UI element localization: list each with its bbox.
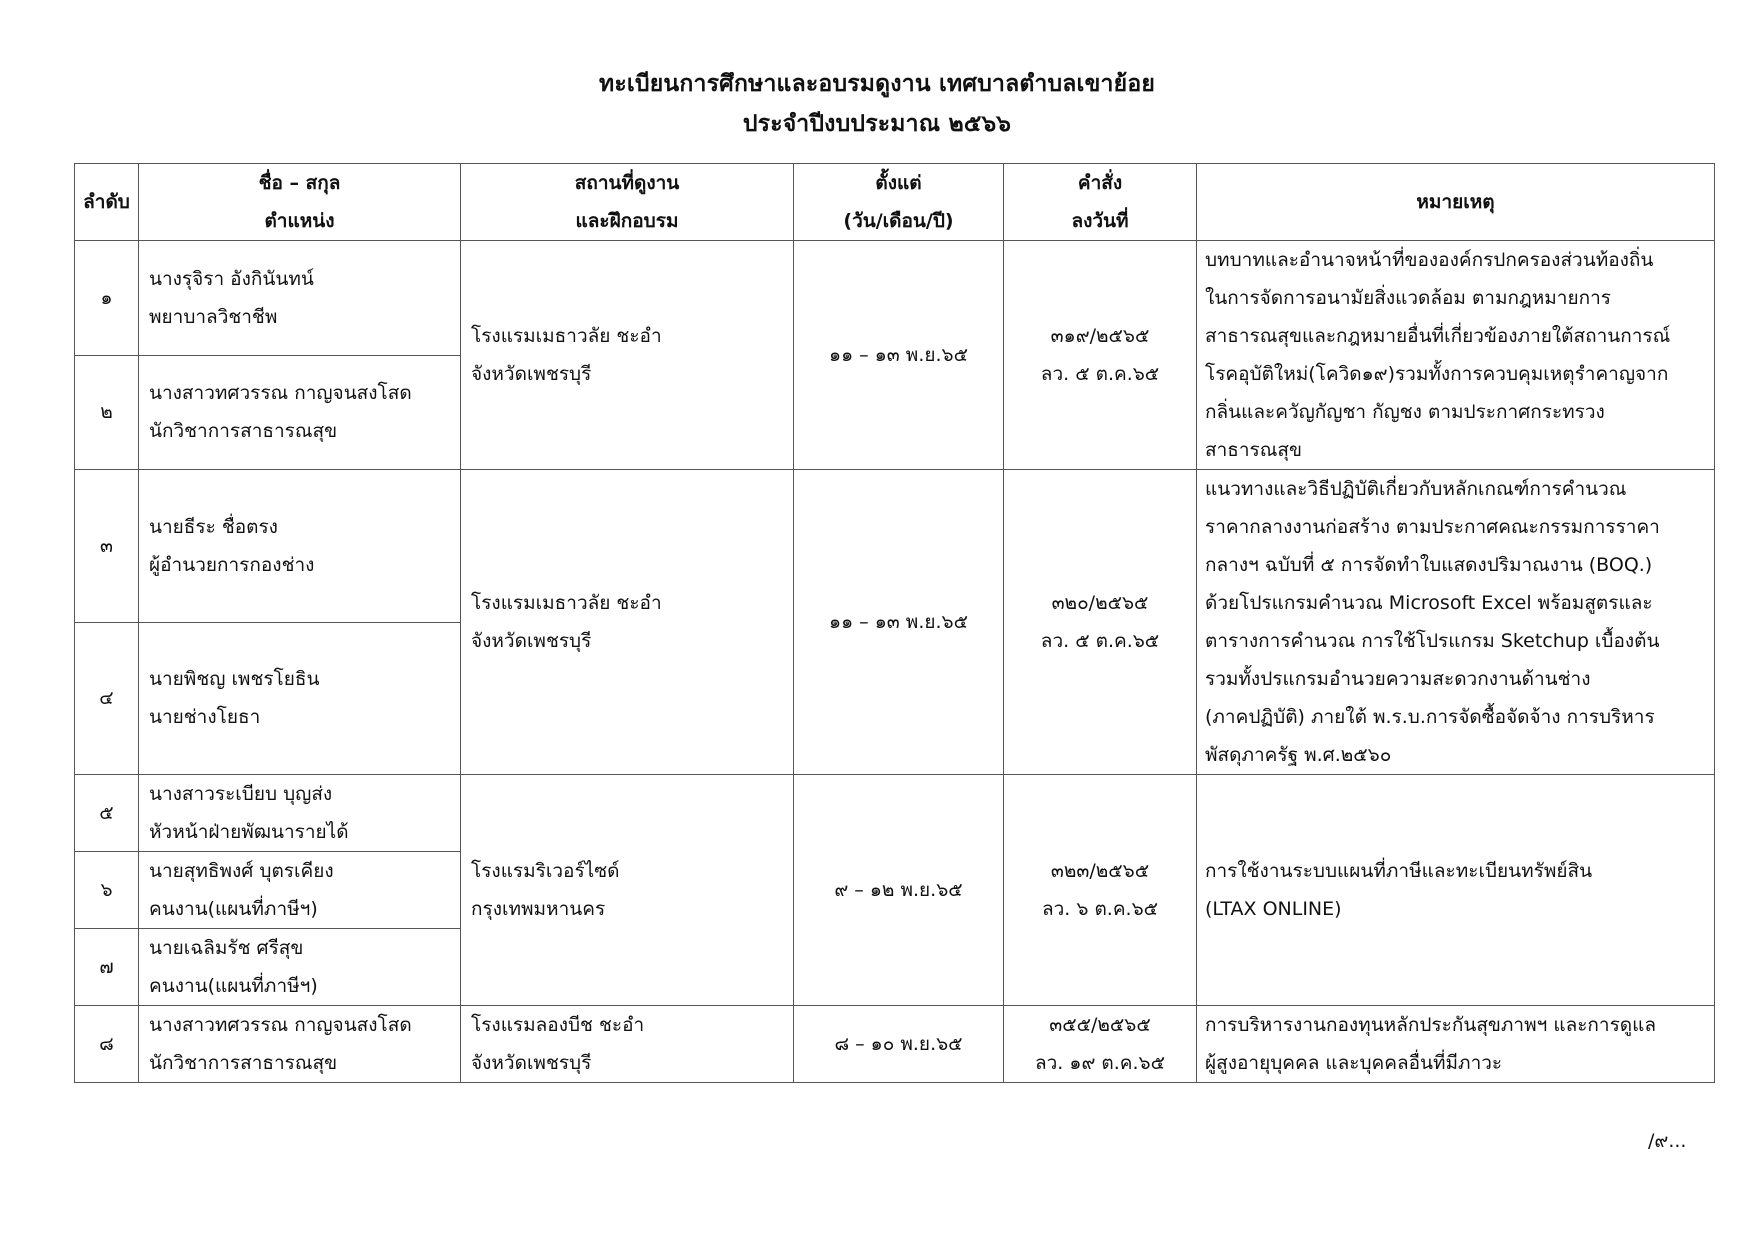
person-name: นางสาวระเบียบ บุญส่ง <box>149 783 333 805</box>
remark-line: โรคอุบัติใหม่(โควิด๑๙)รวมทั้งการควบคุมเหตุรำคาญจาก <box>1205 363 1669 385</box>
person-cell <box>139 241 461 356</box>
person-name: นางสาวทศวรรณ กาญจนสงโสด <box>149 382 412 405</box>
header-name-line1: ชื่อ – สกุล <box>258 172 341 194</box>
header-order <box>1004 164 1197 241</box>
row-no: ๑ <box>75 241 139 356</box>
place-cell <box>461 241 794 470</box>
header-date <box>794 164 1004 241</box>
order-number: ๓๒๓/๒๕๖๕ <box>1050 860 1150 882</box>
date-cell: ๑๑ – ๑๓ พ.ย.๖๕ <box>794 470 1004 775</box>
place-line2: จังหวัดเพชรบุรี <box>471 363 592 385</box>
row-no: ๒ <box>75 355 139 470</box>
row-no: ๔ <box>75 622 139 775</box>
place-line1: โรงแรมริเวอร์ไซด์ <box>471 860 620 882</box>
place-line2: จังหวัดเพชรบุรี <box>471 630 592 652</box>
person-name: นายธีระ ชื่อตรง <box>149 515 278 538</box>
person-name: นายพิชญ เพชรโยธิน <box>149 668 320 691</box>
row-no: ๗ <box>75 929 139 1006</box>
header-row <box>75 164 1715 241</box>
remark-cell <box>1197 775 1715 1006</box>
remark-line: สาธารณสุขและกฎหมายอื่นที่เกี่ยวข้องภายใต้สถานการณ์ <box>1205 325 1671 347</box>
header-place-line2: และฝึกอบรม <box>575 210 679 232</box>
row-no: ๓ <box>75 470 139 623</box>
place-line1: โรงแรมเมธาวลัย ชะอำ <box>471 325 662 347</box>
place-cell <box>461 1006 794 1083</box>
order-number: ๓๕๕/๒๕๖๕ <box>1049 1014 1151 1036</box>
remark-line: กลิ่นและควัญกัญชา กัญชง ตามประกาศกระทรวง <box>1205 401 1605 423</box>
person-position: นักวิชาการสาธารณสุข <box>149 1052 338 1074</box>
header-date-line2: (วัน/เดือน/ปี) <box>843 210 954 232</box>
person-position: หัวหน้าฝ่ายพัฒนารายได้ <box>149 821 349 843</box>
person-cell <box>139 622 461 775</box>
page-continuation: /๙... <box>1648 1130 1687 1152</box>
order-cell <box>1004 775 1197 1006</box>
remark-line: รวมทั้งปรแกรมอำนวยความสะดวกงานด้านช่าง <box>1205 668 1591 690</box>
row-no: ๖ <box>75 852 139 929</box>
table-row <box>75 1006 1715 1083</box>
header-name-line2: ตำแหน่ง <box>264 210 335 232</box>
remark-line: สาธารณสุข <box>1205 439 1302 461</box>
table-row <box>75 241 1715 356</box>
remark-line: การใช้งานระบบแผนที่ภาษีและทะเบียนทรัพย์สิน <box>1205 860 1593 882</box>
remark-line: กลางฯ ฉบับที่ ๕ การจัดทำใบแสดงปริมาณงาน (BOQ.) <box>1205 554 1653 576</box>
header-date-line1: ตั้งแต่ <box>875 172 922 194</box>
place-cell <box>461 775 794 1006</box>
header-place <box>461 164 794 241</box>
row-no: ๕ <box>75 775 139 852</box>
order-date: ลว. ๑๙ ต.ค.๖๕ <box>1035 1052 1165 1074</box>
person-position: นายช่างโยธา <box>149 706 261 729</box>
person-name: นายเฉลิมรัช ศรีสุข <box>149 937 304 959</box>
remark-line: ราคากลางงานก่อสร้าง ตามประกาศคณะกรรมการราคา <box>1205 516 1660 538</box>
header-name <box>139 164 461 241</box>
order-cell <box>1004 1006 1197 1083</box>
remark-line: (LTAX ONLINE) <box>1205 898 1342 920</box>
person-position: ผู้อำนวยการกองช่าง <box>149 553 315 576</box>
remark-line: พัสดุภาครัฐ พ.ศ.๒๕๖๐ <box>1205 744 1392 766</box>
order-number: ๓๑๙/๒๕๖๕ <box>1050 325 1150 347</box>
date-cell: ๑๑ – ๑๓ พ.ย.๖๕ <box>794 241 1004 470</box>
header-remark: หมายเหตุ <box>1197 164 1715 241</box>
order-date: ลว. ๕ ต.ค.๖๕ <box>1040 630 1160 652</box>
date-cell: ๙ – ๑๒ พ.ย.๖๕ <box>794 775 1004 1006</box>
person-position: คนงาน(แผนที่ภาษีฯ) <box>149 898 318 920</box>
remark-cell <box>1197 241 1715 470</box>
remark-cell <box>1197 1006 1715 1083</box>
order-cell <box>1004 470 1197 775</box>
remark-line: บทบาทและอำนาจหน้าที่ขององค์กรปกครองส่วนท้องถิ่น <box>1205 249 1654 271</box>
training-register-table <box>74 163 1715 1083</box>
place-line1: โรงแรมเมธาวลัย ชะอำ <box>471 592 662 614</box>
document-subtitle: ประจำปีงบประมาณ ๒๕๖๖ <box>742 111 1012 137</box>
remark-line: ในการจัดการอนามัยสิ่งแวดล้อม ตามกฎหมายการ <box>1205 287 1611 309</box>
person-cell <box>139 470 461 623</box>
person-position: นักวิชาการสาธารณสุข <box>149 420 338 443</box>
person-name: นางรุจิรา อังกินันทน์ <box>149 267 314 290</box>
order-date: ลว. ๖ ต.ค.๖๕ <box>1041 898 1159 920</box>
remark-cell <box>1197 470 1715 775</box>
header-place-line1: สถานที่ดูงาน <box>574 172 680 194</box>
person-position: พยาบาลวิชาชีพ <box>149 305 278 328</box>
remark-line: ด้วยโปรแกรมคำนวณ Microsoft Excel พร้อมสูตรและ <box>1205 592 1653 614</box>
header-no: ลำดับ <box>75 164 139 241</box>
person-cell <box>139 775 461 852</box>
person-name: นางสาวทศวรรณ กาญจนสงโสด <box>149 1014 412 1036</box>
header-order-line1: คำสั่ง <box>1077 172 1123 194</box>
person-cell <box>139 1006 461 1083</box>
person-cell <box>139 355 461 470</box>
date-cell: ๘ – ๑๐ พ.ย.๖๕ <box>794 1006 1004 1083</box>
order-cell <box>1004 241 1197 470</box>
remark-line: ตารางการคำนวณ การใช้โปรแกรม Sketchup เบื้องต้น <box>1205 630 1660 652</box>
remark-line: แนวทางและวิธีปฏิบัติเกี่ยวกับหลักเกณฑ์การคำนวณ <box>1205 478 1627 500</box>
remark-line: (ภาคปฏิบัติ) ภายใต้ พ.ร.บ.การจัดซื้อจัดจ้าง การบริหาร <box>1205 706 1655 728</box>
table-row <box>75 470 1715 623</box>
order-number: ๓๒๐/๒๕๖๕ <box>1051 592 1149 614</box>
remark-line: การบริหารงานกองทุนหลักประกันสุขภาพฯ และการดูแล <box>1205 1014 1657 1036</box>
header-order-line2: ลงวันที่ <box>1071 210 1129 232</box>
person-cell <box>139 852 461 929</box>
place-line2: กรุงเทพมหานคร <box>471 898 606 920</box>
place-cell <box>461 470 794 775</box>
person-cell <box>139 929 461 1006</box>
row-no: ๘ <box>75 1006 139 1083</box>
document-title: ทะเบียนการศึกษาและอบรมดูงาน เทศบาลตำบลเขาย้อย <box>598 71 1156 97</box>
person-position: คนงาน(แผนที่ภาษีฯ) <box>149 975 318 997</box>
remark-line: ผู้สูงอายุบุคคล และบุคคลอื่นที่มีภาวะ <box>1205 1052 1503 1074</box>
table-row <box>75 775 1715 852</box>
place-line1: โรงแรมลองบีช ชะอำ <box>471 1014 645 1036</box>
person-name: นายสุทธิพงศ์ บุตรเคียง <box>149 860 334 882</box>
place-line2: จังหวัดเพชรบุรี <box>471 1052 592 1074</box>
order-date: ลว. ๕ ต.ค.๖๕ <box>1040 363 1160 385</box>
